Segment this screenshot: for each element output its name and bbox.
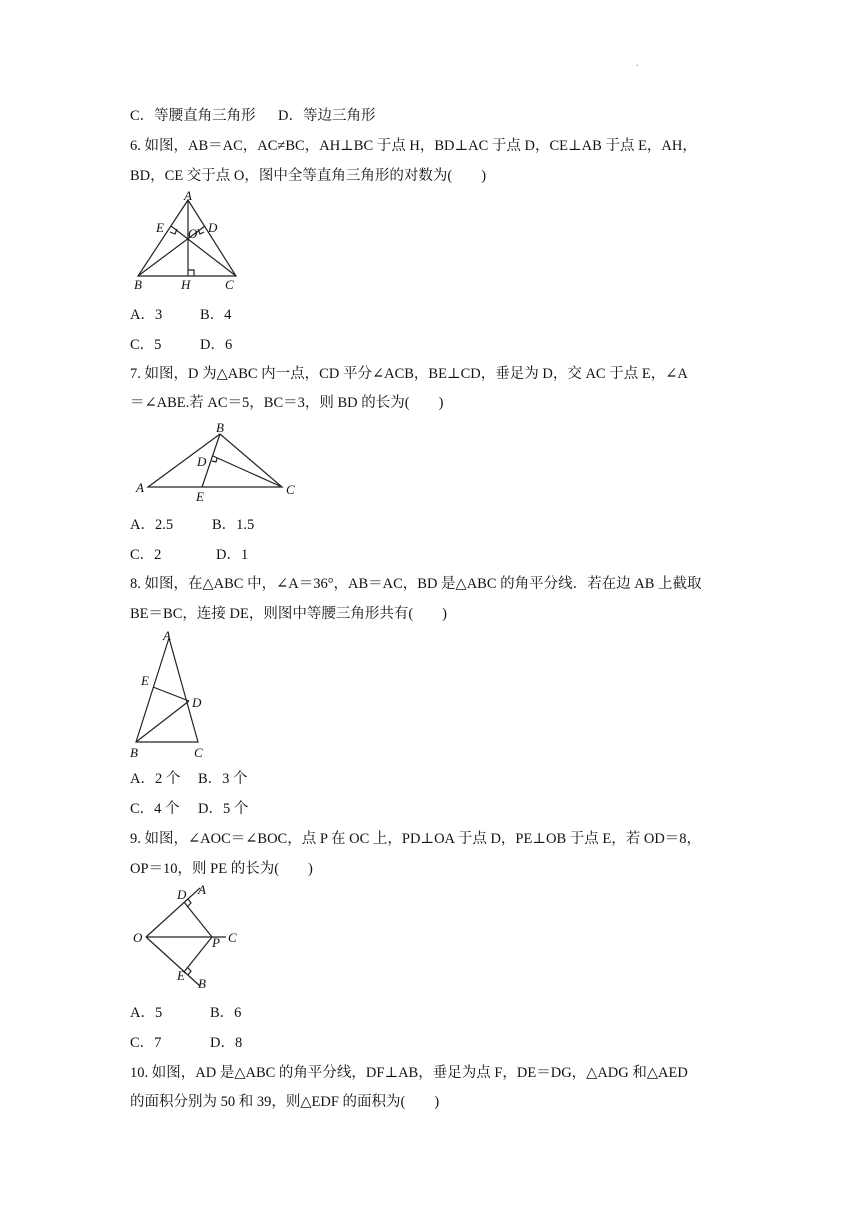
q9-option-a: A．5 [130, 1005, 163, 1021]
q6-option-b: B．4 [200, 307, 232, 323]
q8-stem-line1: 8. 如图，在△ABC 中，∠A＝36°，AB＝AC，BD 是△ABC 的角平分线．若在边 AB 上截取 [130, 576, 702, 592]
q9-label-c: C [228, 930, 237, 945]
q8-figure [128, 628, 218, 762]
q9-right-angle-e [187, 967, 191, 975]
q6-label-h: H [181, 277, 191, 292]
q6-right-angle-d [198, 229, 204, 234]
q9-option-b: B．6 [210, 1005, 242, 1021]
q7-right-angle-d [212, 458, 217, 462]
q10-stem-line2: 的面积分别为 50 和 39，则△EDF 的面积为( ) [130, 1094, 440, 1110]
q8-label-b: B [130, 745, 138, 760]
q6-altitude-ce [171, 226, 236, 276]
q10-stem-line1: 10. 如图，AD 是△ABC 的角平分线，DF⊥AB，垂足为点 F，DE＝DG，△ADG 和△AED [130, 1065, 688, 1081]
q7-label-a: A [136, 480, 144, 495]
q9-label-e: E [177, 968, 185, 983]
q8-label-a: A [163, 628, 171, 643]
q6-figure [130, 190, 250, 290]
q6-label-o: O [188, 226, 198, 241]
q7-option-d: D．1 [216, 547, 249, 563]
q9-figure [130, 882, 245, 992]
q8-segment-bd [136, 701, 189, 742]
q7-label-b: B [216, 420, 224, 435]
q9-right-angle-d [187, 899, 191, 907]
q9-stem-line2: OP＝10，则 PE 的长为( ) [130, 861, 313, 877]
q8-option-b: B．3 个 [198, 771, 248, 787]
q8-label-d: D [192, 695, 202, 710]
q6-option-c: C．5 [130, 337, 162, 353]
q9-label-d: D [177, 887, 187, 902]
q9-option-d: D．8 [210, 1035, 243, 1051]
q7-stem-line2: ＝∠ABE.若 AC＝5，BC＝3，则 BD 的长为( ) [130, 395, 444, 411]
q8-option-c: C．4 个 [130, 801, 180, 817]
q6-stem-line1: 6. 如图，AB＝AC，AC≠BC，AH⊥BC 于点 H，BD⊥AC 于点 D，CE⊥AB 于点 E，AH， [130, 138, 697, 154]
q6-option-d: D．6 [200, 337, 233, 353]
q9-stem-line1: 9. 如图，∠AOC＝∠BOC，点 P 在 OC 上，PD⊥OA 于点 D，PE⊥OB 于点 E，若 OD＝8， [130, 831, 702, 847]
q8-option-d: D．5 个 [198, 801, 249, 817]
q7-option-c: C．2 [130, 547, 162, 563]
q6-label-b: B [134, 277, 142, 292]
q9-segment-pd [184, 902, 212, 937]
q8-triangle-abc [136, 638, 198, 742]
q7-option-a: A．2.5 [130, 517, 174, 533]
q7-triangle-abc [148, 434, 282, 487]
q6-right-angle-h [188, 270, 194, 276]
page-marker: . [636, 58, 639, 69]
q9-label-a: A [198, 882, 206, 897]
q6-stem-line2: BD，CE 交于点 O，图中全等直角三角形的对数为( ) [130, 168, 487, 184]
q8-option-a: A．2 个 [130, 771, 181, 787]
q7-figure [134, 420, 304, 504]
q5-option-d: D．等边三角形 [278, 108, 376, 124]
q7-stem-line1: 7. 如图，D 为△ABC 内一点，CD 平分∠ACB，BE⊥CD，垂足为 D，交 AC 于点 E，∠A [130, 366, 688, 382]
q7-segment-cd [213, 456, 282, 487]
q6-option-a: A．3 [130, 307, 163, 323]
q7-option-b: B．1.5 [212, 517, 255, 533]
q8-label-e: E [141, 673, 149, 688]
q6-label-d: D [208, 220, 218, 235]
q9-label-o: O [133, 930, 143, 945]
q7-label-c: C [286, 482, 295, 497]
q7-label-e: E [196, 489, 204, 504]
q9-label-b: B [198, 976, 206, 991]
q9-option-c: C．7 [130, 1035, 162, 1051]
q6-label-c: C [225, 277, 234, 292]
q7-label-d: D [197, 454, 207, 469]
q6-label-a: A [184, 188, 192, 203]
q8-stem-line2: BE＝BC，连接 DE，则图中等腰三角形共有( ) [130, 606, 447, 622]
q9-segment-pe [184, 937, 212, 972]
q5-option-c: C．等腰直角三角形 [130, 108, 256, 124]
q6-label-e: E [156, 220, 164, 235]
q8-label-c: C [194, 745, 203, 760]
q9-label-p: P [212, 935, 220, 950]
